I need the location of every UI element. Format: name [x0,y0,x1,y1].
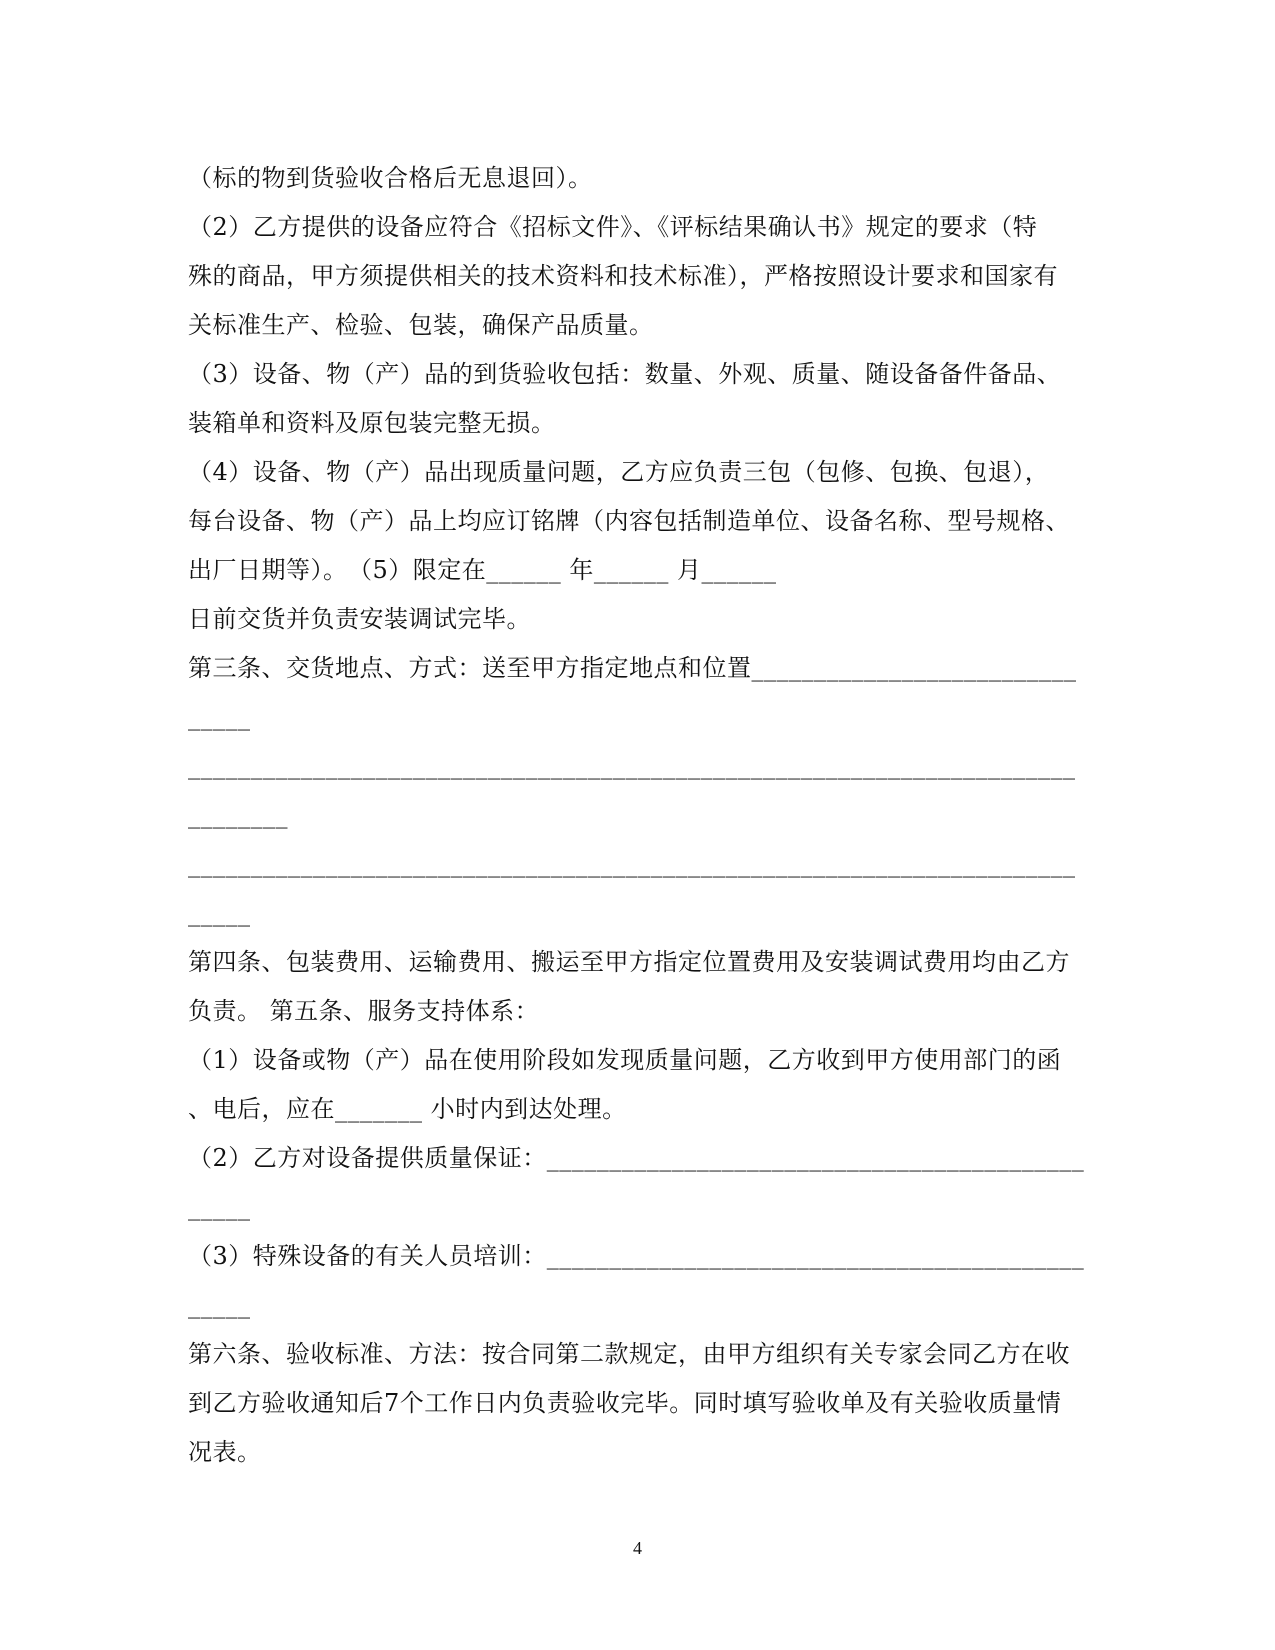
text-line: 、电后，应在_______ 小时内到达处理。 [188,1095,627,1123]
contract-body [188,154,1088,1477]
text-line: 到乙方验收通知后7个工作日内负责验收完毕。同时填写验收单及有关验收质量情 [188,1389,1062,1417]
text-line: 殊的商品，甲方须提供相关的技术资料和技术标准），严格按照设计要求和国家有 [188,262,1058,290]
text-line: 关标准生产、检验、包装，确保产品质量。 [188,311,654,339]
text-line: 负责。 第五条、服务支持体系： [188,997,540,1025]
text-line: （3）设备、物（产）品的到货验收包括：数量、外观、质量、随设备备件备品、 [188,360,1062,388]
text-line: 日前交货并负责安装调试完毕。 [188,605,531,633]
text-line: （1）设备或物（产）品在使用阶段如发现质量问题，乙方收到甲方使用部门的函 [188,1046,1062,1074]
blank-fill-line: _______________________________________________________________________ [188,850,1076,878]
text-line: （2）乙方提供的设备应符合《招标文件》、《评标结果确认书》规定的要求（特 [188,213,1038,241]
text-line: 第三条、交货地点、方式：送至甲方指定地点和位置__________________________ [188,654,1077,682]
text-line: 第四条、包装费用、运输费用、搬运至甲方指定位置费用及安装调试费用均由乙方 [188,948,1070,976]
blank-fill-line: _____ [188,703,251,731]
text-line: 出厂日期等）。 （5）限定在______ 年______ 月______ [188,556,777,584]
text-line: 况表。 [188,1438,262,1466]
text-line: 每台设备、物（产）品上均应订铭牌（内容包括制造单位、设备名称、型号规格、 [188,507,1070,535]
blank-fill-line: ________ [188,801,288,829]
blank-fill-line: _____ [188,899,251,927]
blank-fill-line: _______________________________________________________________________ [188,752,1076,780]
text-line: （4）设备、物（产）品出现质量问题，乙方应负责三包（包修、包换、包退）， [188,458,1050,486]
text-line: 第六条、验收标准、方法：按合同第二款规定，由甲方组织有关专家会同乙方在收 [188,1340,1070,1368]
text-line: （2）乙方对设备提供质量保证：___________________________________________ [188,1144,1085,1172]
blank-fill-line: _____ [188,1193,251,1221]
text-line: （3）特殊设备的有关人员培训：___________________________________________ [188,1242,1085,1270]
text-line: 装箱单和资料及原包装完整无损。 [188,409,556,437]
blank-fill-line: _____ [188,1291,251,1319]
page-number: 4 [633,1538,642,1558]
text-line: （标的物到货验收合格后无息退回）。 [188,164,593,192]
